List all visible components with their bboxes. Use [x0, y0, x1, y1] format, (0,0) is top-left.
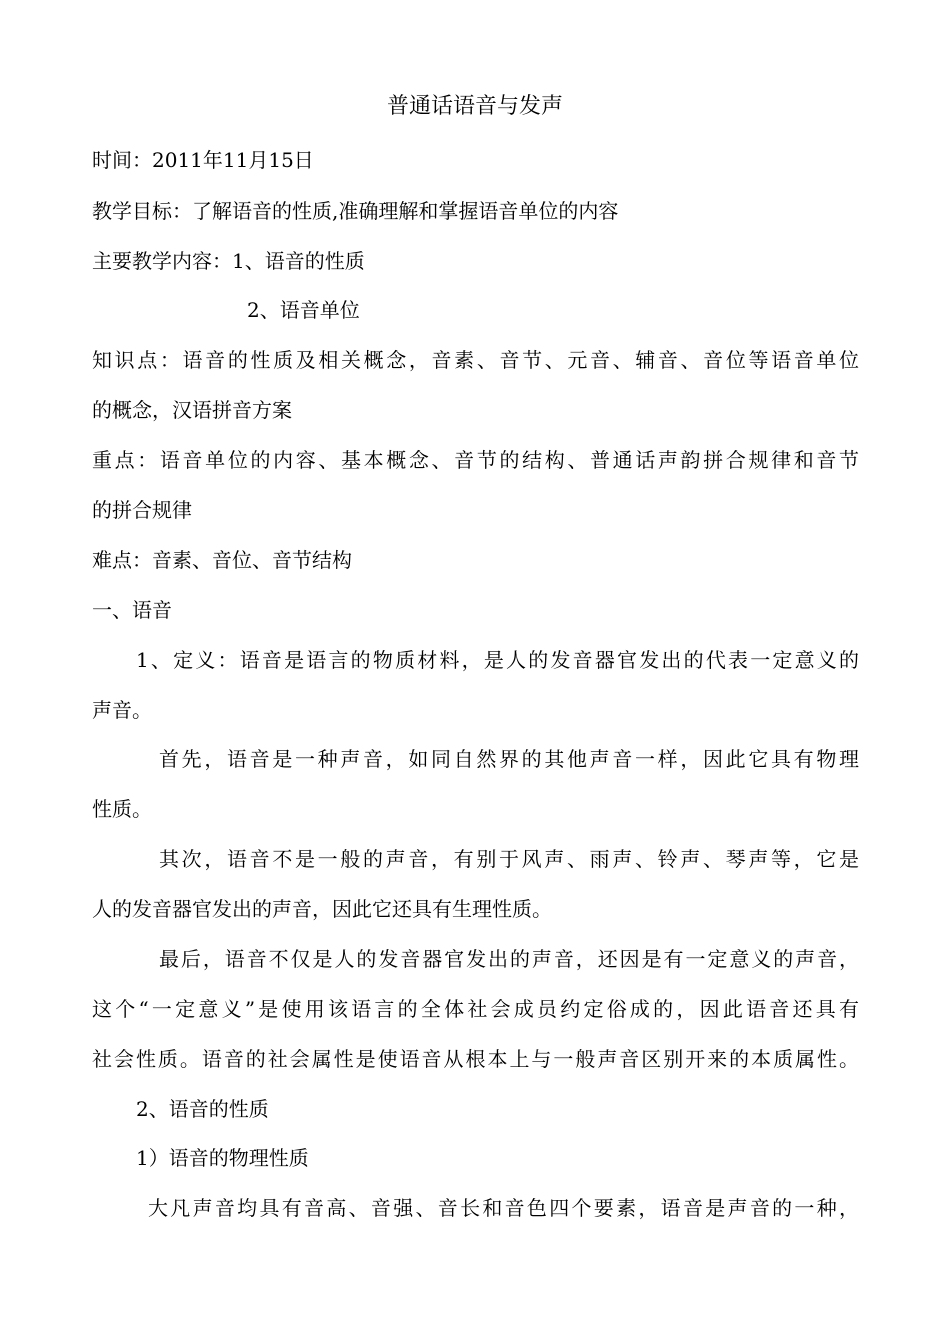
paragraph-second-line-2: 人的发音器官发出的声音，因此它还具有生理性质。	[92, 897, 552, 921]
paragraph-first-line-1: 首先，语音是一种声音，如同自然界的其他声音一样，因此它具有物理	[159, 747, 859, 771]
difficulty-line: 难点：音素、音位、音节结构	[92, 548, 352, 572]
subsection-heading-2: 2、语音的性质	[136, 1097, 269, 1121]
paragraph-last-line-1: 最后，语音不仅是人的发音器官发出的声音，还因是有一定意义的声音，	[159, 947, 859, 971]
content-line-2: 2、语音单位	[247, 298, 360, 322]
document-title: 普通话语音与发声	[386, 94, 563, 119]
content-line-1: 主要教学内容：1、语音的性质	[92, 249, 365, 273]
paragraph-first-line-2: 性质。	[92, 797, 152, 821]
knowledge-line-1: 知识点：语音的性质及相关概念，音素、音节、元音、辅音、音位等语音单位	[92, 348, 859, 372]
section-heading-1: 一、语音	[92, 598, 172, 622]
physical-property-line-1: 大凡声音均具有音高、音强、音长和音色四个要素，语音是声音的一种，	[148, 1196, 859, 1220]
definition-line-2: 声音。	[92, 698, 152, 722]
objective-line: 教学目标：了解语音的性质,准确理解和掌握语音单位的内容	[92, 199, 619, 223]
definition-line-1: 1、定义：语音是语言的物质材料，是人的发音器官发出的代表一定意义的	[136, 648, 859, 672]
subsection-heading-2-1: 1）语音的物理性质	[136, 1146, 309, 1170]
paragraph-last-line-2: 这个“一定意义”是使用该语言的全体社会成员约定俗成的，因此语音还具有	[92, 997, 859, 1021]
time-line: 时间：2011年11月15日	[92, 148, 314, 172]
key-point-line-2: 的拼合规律	[92, 498, 192, 522]
paragraph-last-line-3: 社会性质。语音的社会属性是使语音从根本上与一般声音区别开来的本质属性。	[92, 1047, 859, 1071]
paragraph-second-line-1: 其次，语音不是一般的声音，有别于风声、雨声、铃声、琴声等，它是	[159, 847, 859, 871]
key-point-line-1: 重点：语音单位的内容、基本概念、音节的结构、普通话声韵拼合规律和音节	[92, 448, 859, 472]
knowledge-line-2: 的概念，汉语拼音方案	[92, 398, 292, 422]
